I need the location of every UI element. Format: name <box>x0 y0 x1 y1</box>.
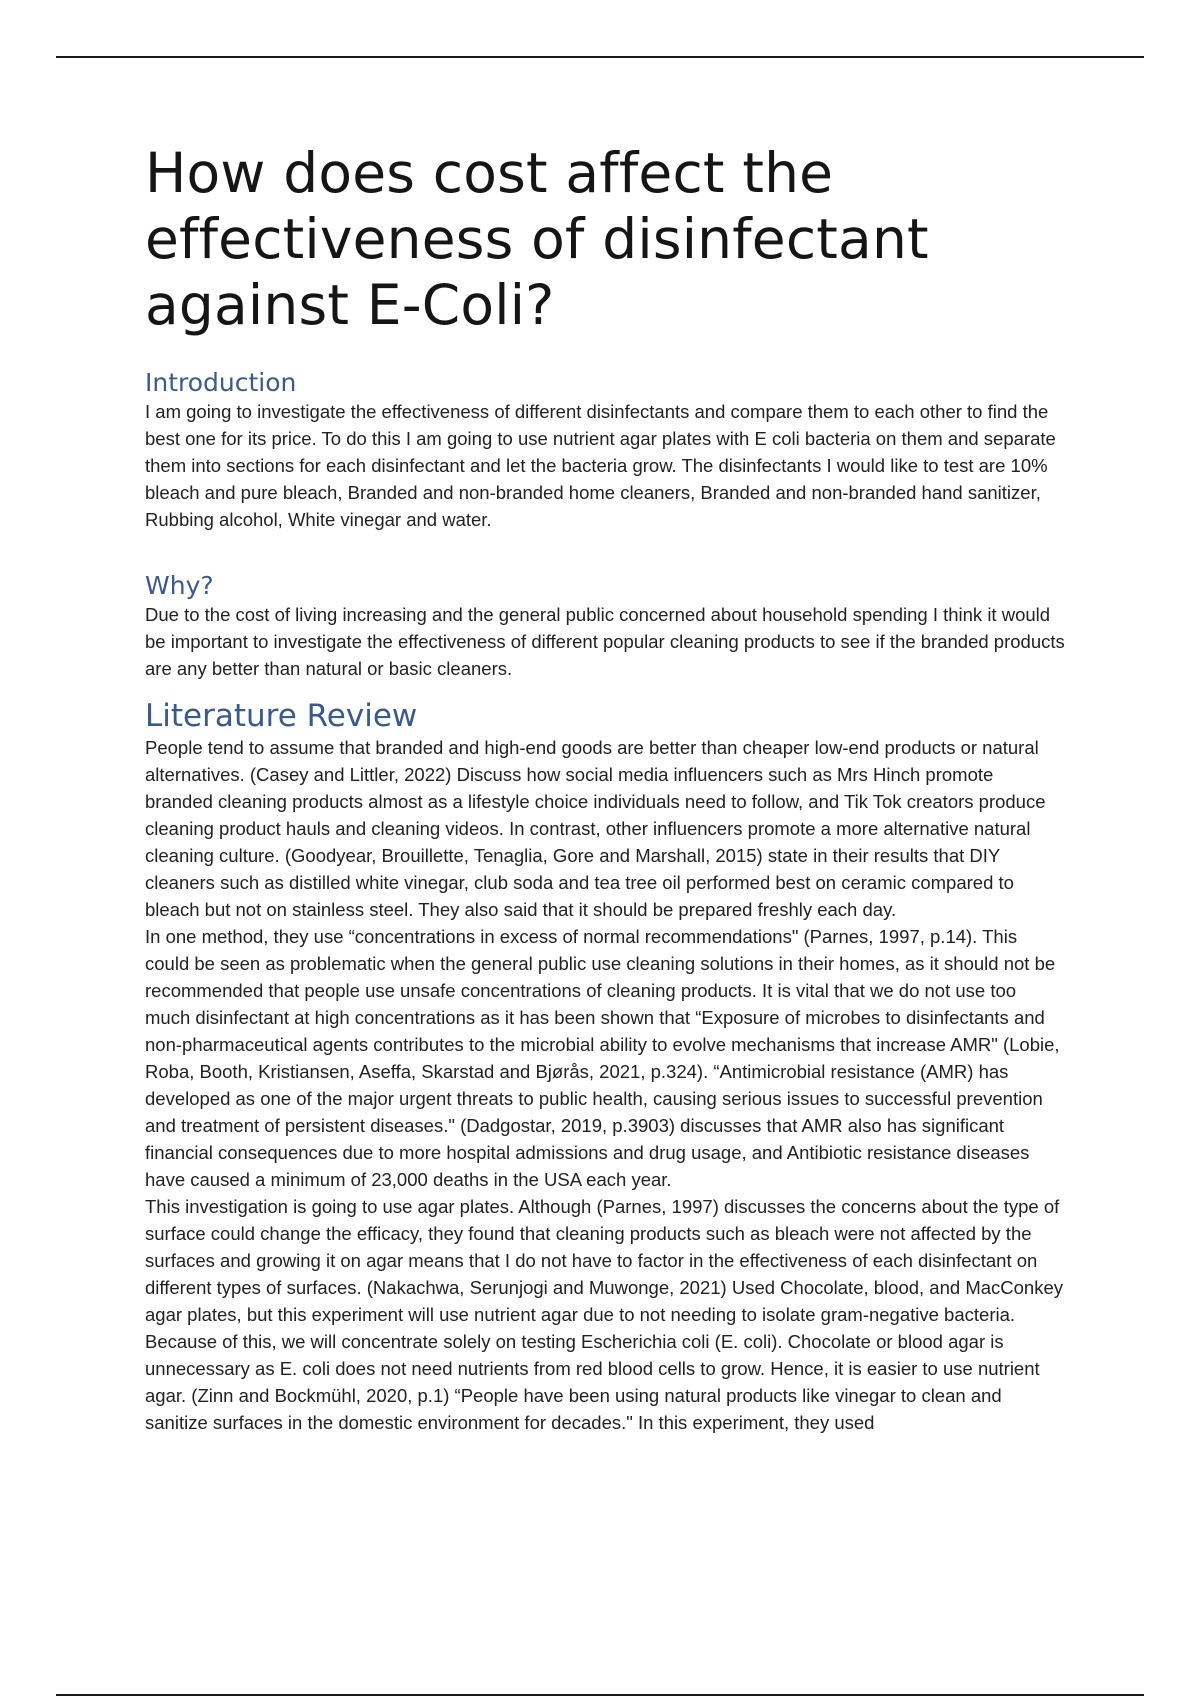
section-heading-introduction: Introduction <box>145 368 297 397</box>
introduction-paragraph: I am going to investigate the effectiveness of different disinfectants and compare them to each other to find the best one for its price. To do this I am going to use nutrient agar plates with E coli bacteria on them and separate them into sections for each disinfectant and let the bacteria grow. The disinfectants I would like to test are 10% bleach and pure bleach, Branded and non-branded home cleaners, Branded and non-branded hand sanitizer, Rubbing alcohol, White vinegar and water. <box>145 401 1056 530</box>
top-rule <box>56 56 1144 58</box>
document-body <box>145 140 1065 1436</box>
section-heading-literature-review: Literature Review <box>145 698 418 734</box>
why-paragraph: Due to the cost of living increasing and the general public concerned about household spending I think it would be important to investigate the effectiveness of different popular cleaning products to see if the branded products are any better than natural or basic cleaners. <box>145 604 1065 679</box>
literature-paragraph-1: People tend to assume that branded and high-end goods are better than cheaper low-end products or natural alternatives. (Casey and Littler, 2022) Discuss how social media influencers such as Mrs Hinch promote branded cleaning products almost as a lifestyle choice individuals need to follow, and Tik Tok creators produce cleaning product hauls and cleaning videos. In contrast, other influencers promote a more alternative natural cleaning culture. (Goodyear, Brouillette, Tenaglia, Gore and Marshall, 2015) state in their results that DIY cleaners such as distilled white vinegar, club soda and tea tree oil performed best on ceramic compared to bleach but not on stainless steel. They also said that it should be prepared freshly each day. <box>145 737 1046 920</box>
section-why <box>145 571 1065 682</box>
document-title: How does cost affect the effectiveness of disinfectant against E-Coli? <box>145 141 929 337</box>
literature-paragraph-2: In one method, they use “concentrations in excess of normal recommendations" (Parnes, 1997, p.14). This could be seen as problematic when the general public use cleaning solutions in their homes, as it should not be recommended that people use unsafe concentrations of cleaning products. It is vital that we do not use too much disinfectant at high concentrations as it has been shown that “Exposure of microbes to disinfectants and non-pharmaceutical agents contributes to the microbial ability to evolve mechanisms that increase AMR" (Lobie, Roba, Booth, Kristiansen, Aseffa, Skarstad and Bjørås, 2021, p.324). “Antimicrobial resistance (AMR) has developed as one of the major urgent threats to public health, causing serious issues to successful prevention and treatment of persistent diseases." (Dadgostar, 2019, p.3903) discusses that AMR also has significant financial consequences due to more hospital admissions and drug usage, and Antibiotic resistance diseases have caused a minimum of 23,000 deaths in the USA each year. <box>145 926 1060 1190</box>
section-literature-review <box>145 698 1065 1436</box>
bottom-rule <box>56 1694 1144 1696</box>
section-introduction <box>145 368 1065 533</box>
section-heading-why: Why? <box>145 571 214 600</box>
literature-paragraph-3: This investigation is going to use agar plates. Although (Parnes, 1997) discusses the concerns about the type of surface could change the efficacy, they found that cleaning products such as bleach were not affected by the surfaces and growing it on agar means that I do not have to factor in the effectiveness of each disinfectant on different types of surfaces. (Nakachwa, Serunjogi and Muwonge, 2021) Used Chocolate, blood, and MacConkey agar plates, but this experiment will use nutrient agar due to not needing to isolate gram-negative bacteria. Because of this, we will concentrate solely on testing Escherichia coli (E. coli). Chocolate or blood agar is unnecessary as E. coli does not need nutrients from red blood cells to grow. Hence, it is easier to use nutrient agar. (Zinn and Bockmühl, 2020, p.1) “People have been using natural products like vinegar to clean and sanitize surfaces in the domestic environment for decades." In this experiment, they used <box>145 1196 1063 1433</box>
